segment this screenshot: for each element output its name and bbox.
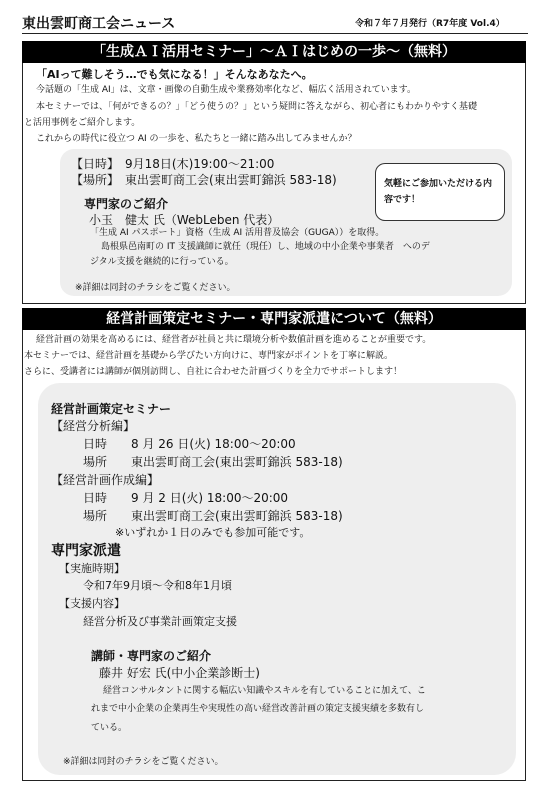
dispatch-heading: 専門家派遣 [51, 543, 121, 559]
lecturer-desc-line: 経営コンサルタントに関する幅広い知識やスキルを有していることに加えて、こ [103, 686, 426, 696]
callout-text: 気軽にご参加いただける内容です！ [384, 179, 493, 205]
either-day-note: ※いずれか１日のみでも参加可能です。 [115, 526, 311, 539]
seminar-heading: 経営計画策定セミナー [51, 402, 172, 416]
support-value: 経営分析及び事業計画策定支援 [83, 615, 237, 628]
lecturer-desc-line: ている。 [91, 723, 128, 733]
header-divider [22, 33, 528, 34]
lecturer-desc-line: れまで中小企業の企業再生や実現性の高い経営改善計画の策定支援実績を多数有し [91, 704, 425, 714]
management-intro-line: さらに、受講者には講師が個別訪問し、自社に合わせた計画づくりを全力でサポートします！ [24, 367, 403, 377]
period-value: 令和7年9月頃～令和8年1月頃 [83, 579, 232, 592]
expert-desc-line: 島根県邑南町の IT 支援識師に就任（現任）し、地域の中小企業や事業者 へのデ [101, 242, 430, 252]
management-intro-line: 経営計画の効果を高めるには、経営者が社員と共に環境分析や数値計画を進めることが重要です。 [36, 335, 432, 345]
expert-name: 小玉 健太 氏（WebLeben 代表） [89, 213, 280, 227]
lecturer-name: 藤井 好宏 氏(中小企業診断士) [99, 666, 260, 680]
ai-seminar-body-line: と活用事例をご紹介します。 [24, 118, 141, 128]
ai-seminar-lead: 「AIって難しそう…でも気になる！」そんなあなたへ。 [36, 68, 313, 81]
expert-desc-line: ジタル支援を継続的に行っている。 [90, 257, 234, 267]
period-label: 【実施時期】 [59, 562, 125, 575]
ai-seminar-body-line: これからの時代に役立つ AI の一歩を、私たちと一緒に踏み出してみませんか？ [36, 134, 357, 144]
ai-seminar-place: 【場所】 東出雲町商工会(東出雲町錦浜 583-18) [71, 173, 337, 187]
part1-label: 【経営分析編】 [51, 419, 136, 433]
management-seminar-banner: 経営計画策定セミナー・専門家派遣について（無料） [22, 308, 526, 330]
support-label: 【支援内容】 [59, 597, 125, 610]
part2-place: 場所 東出雲町商工会(東出雲町錦浜 583-18) [83, 509, 343, 523]
ai-seminar-date: 【日時】 9月18日(木)19:00～21:00 [71, 157, 275, 171]
ai-seminar-body-line: 今話題の「生成 AI」は、文章・画像の自動生成や業務効率化など、幅広く活用されています。 [36, 85, 416, 95]
part2-label: 【経営計画作成編】 [51, 473, 160, 487]
callout-bubble [375, 163, 505, 221]
part1-date: 日時 8 月 26 日(火) 18:00～20:00 [83, 437, 296, 451]
part1-place: 場所 東出雲町商工会(東出雲町錦浜 583-18) [83, 455, 343, 469]
newsletter-title: 東出雲町商工会ニュース [22, 16, 176, 32]
ai-seminar-body-line: 本セミナーでは、「何ができるの？」「どう使うの？」という疑問に答えながら、初心者にもわかりやすく基礎 [36, 102, 478, 112]
issue-info: 令和７年７月発行（R7年度 Vol.4） [355, 19, 505, 29]
ai-seminar-note: ※詳細は同封のチラシをご覧ください。 [75, 283, 236, 293]
management-note: ※詳細は同封のチラシをご覧ください。 [63, 757, 224, 767]
management-intro-line: 本セミナーでは、経営計画を基礎から学びたい方向けに、専門家がポイントを丁寧に解説。 [24, 351, 394, 361]
ai-seminar-banner: 「生成ＡＩ活用セミナー」～ＡＩはじめの一歩～（無料） [22, 41, 526, 63]
expert-desc-line: 「生成 AI パスポート」資格（生成 AI 活用普及協会（GUGA））を取得。 [90, 228, 385, 238]
part2-date: 日時 9 月 2 日(火) 18:00～20:00 [83, 491, 289, 505]
expert-heading: 専門家のご紹介 [84, 197, 169, 211]
lecturer-heading: 講師・専門家のご紹介 [91, 649, 212, 663]
